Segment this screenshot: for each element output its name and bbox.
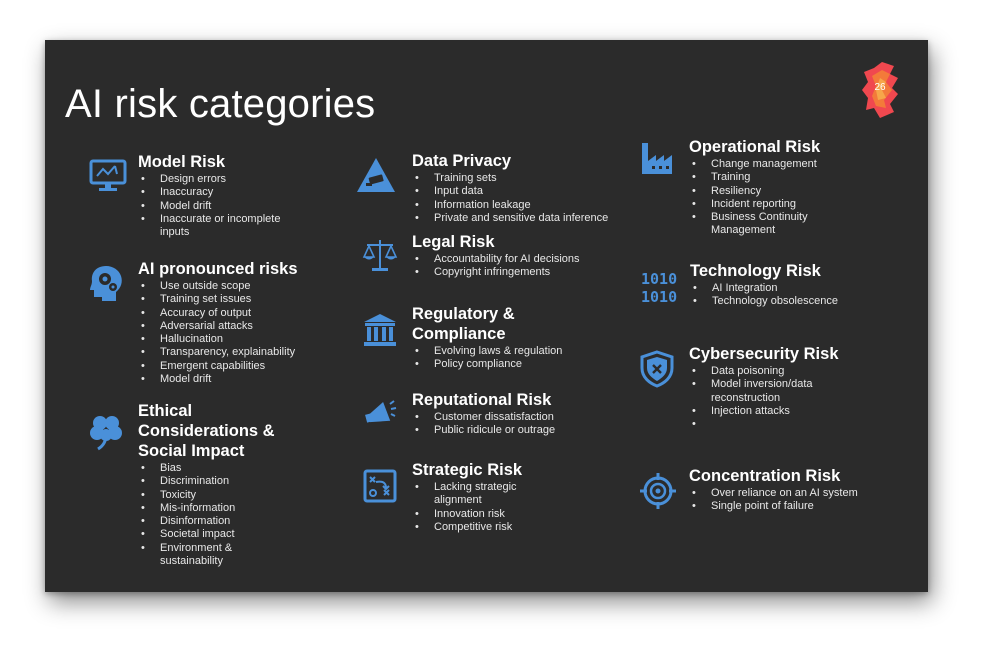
list-item: • Input data [412, 185, 608, 198]
category-title: Cybersecurity Risk [689, 345, 839, 363]
category-title: Reputational Risk [412, 391, 552, 409]
list-item: • Resiliency [689, 185, 839, 198]
list-item: • Bias [138, 462, 298, 475]
list-item: • Over reliance on an AI system [689, 487, 858, 500]
factory-icon [639, 141, 675, 177]
list-item: • Use outside scope [138, 280, 298, 293]
svg-text:1010: 1010 [641, 270, 678, 288]
list-item: • Incident reporting [689, 198, 839, 211]
list-item: • Data poisoning [689, 365, 859, 378]
list-item: • Environment & sustainability [138, 542, 298, 569]
category-title: Data Privacy [412, 152, 512, 170]
list-item: • Inaccuracy [138, 186, 300, 199]
strategy-board-icon [362, 468, 398, 504]
courthouse-icon [362, 312, 398, 348]
list-item: • Hallucination [138, 333, 298, 346]
category-title: Ethical Considerations & Social Impact [138, 402, 275, 460]
list-item: • Injection attacks [689, 405, 859, 418]
shamrock-icon [88, 413, 124, 449]
category-ethical-considerations [138, 401, 298, 568]
slide [45, 40, 928, 592]
list-item: • Innovation risk [412, 508, 542, 521]
list-item: • Disinformation [138, 515, 298, 528]
list-item: • Copyright infringements [412, 266, 580, 279]
category-reputational-risk [412, 390, 555, 438]
list-item: • Toxicity [138, 489, 298, 502]
list-item: • AI Integration [690, 282, 838, 295]
list-item: • Model drift [138, 200, 300, 213]
category-title: Legal Risk [412, 233, 495, 251]
page-number-badge [860, 60, 900, 120]
megaphone-icon [362, 396, 398, 432]
category-cybersecurity-risk [689, 344, 859, 431]
category-title: Concentration Risk [689, 467, 841, 485]
category-concentration-risk [689, 466, 858, 514]
list-item: • Technology obsolescence [690, 295, 838, 308]
category-legal-risk [412, 232, 580, 280]
shield-x-icon [639, 350, 675, 386]
list-item: • Discrimination [138, 475, 298, 488]
target-icon [639, 472, 675, 508]
list-item: • Business Continuity Management [689, 211, 839, 238]
list-item: • Lacking strategic alignment [412, 481, 542, 508]
list-item: • Private and sensitive data inference [412, 212, 608, 225]
list-item: • Design errors [138, 173, 300, 186]
svg-text:1010: 1010 [641, 288, 678, 305]
list-item: • Model inversion/data reconstruction [689, 378, 859, 405]
list-item: • Training [689, 171, 839, 184]
list-item: • Inaccurate or incomplete inputs [138, 213, 300, 240]
category-title: Operational Risk [689, 138, 821, 156]
list-item [689, 418, 859, 431]
category-operational-risk [689, 137, 839, 238]
category-technology-risk [641, 261, 838, 309]
list-item: • Public ridicule or outrage [412, 424, 555, 437]
scales-icon [362, 237, 398, 273]
category-data-privacy [412, 151, 608, 225]
category-regulatory-compliance [412, 304, 562, 372]
binary-code-icon [640, 269, 676, 305]
category-title: Regulatory & Compliance [412, 305, 515, 343]
monitor-chart-icon [88, 158, 124, 194]
list-item: • Transparency, explainability [138, 346, 298, 359]
list-item: • Policy compliance [412, 358, 562, 371]
category-ai-pronounced-risks [138, 259, 298, 386]
category-title: Strategic Risk [412, 461, 523, 479]
list-item: • Training set issues [138, 293, 298, 306]
list-item: • Single point of failure [689, 500, 858, 513]
list-item: • Accountability for AI decisions [412, 253, 580, 266]
list-item: • Competitive risk [412, 521, 542, 534]
category-title: AI pronounced risks [138, 260, 298, 278]
list-item: • Societal impact [138, 528, 298, 541]
list-item: • Model drift [138, 373, 298, 386]
category-title: Technology Risk [690, 262, 821, 280]
list-item: • Mis-information [138, 502, 298, 515]
list-item: • Training sets [412, 172, 608, 185]
list-item: • Customer dissatisfaction [412, 411, 555, 424]
list-item: • Evolving laws & regulation [412, 345, 562, 358]
list-item: • Emergent capabilities [138, 360, 298, 373]
head-gears-icon [88, 264, 124, 300]
page-number: 26 [874, 82, 886, 93]
slide-title: AI risk categories [65, 82, 376, 126]
list-item: • Adversarial attacks [138, 320, 298, 333]
camera-warning-icon [355, 156, 391, 192]
list-item: • Information leakage [412, 199, 608, 212]
list-item: • Change management [689, 158, 839, 171]
category-model-risk [138, 152, 300, 239]
list-item: • Accuracy of output [138, 307, 298, 320]
category-title: Model Risk [138, 153, 226, 171]
category-strategic-risk [412, 460, 542, 534]
